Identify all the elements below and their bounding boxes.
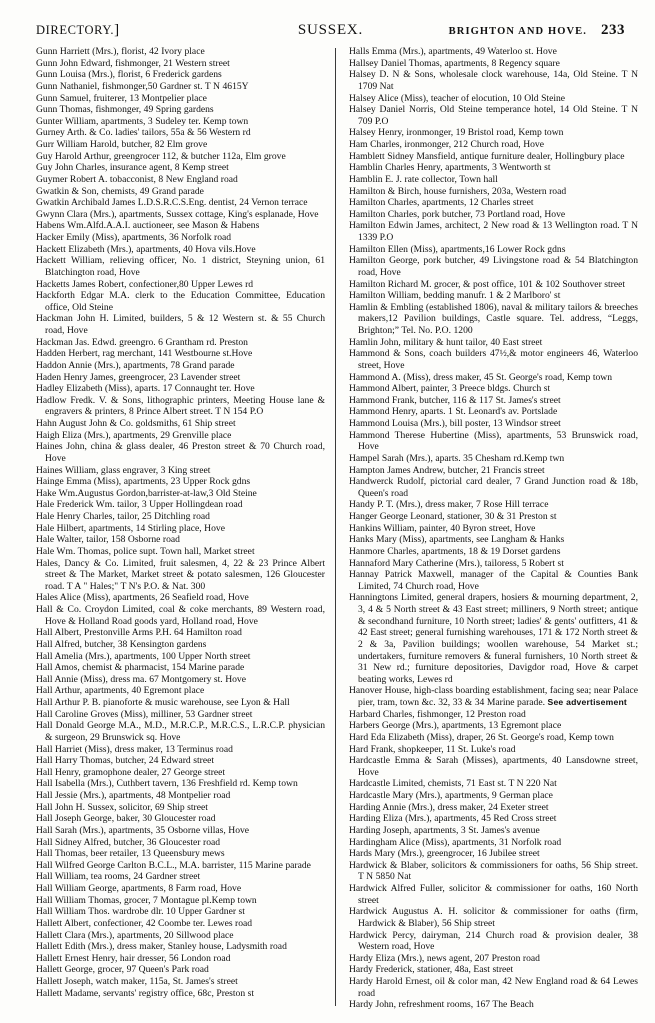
directory-entry: Hadden Herbert, rag merchant, 141 Westbourne st.Hove xyxy=(36,348,253,360)
directory-entry: Guymer Robert A. tobacconist, 8 New England road xyxy=(36,173,238,185)
directory-entry: Gunn Louisa (Mrs.), florist, 6 Frederick gardens xyxy=(36,69,222,81)
directory-entry: Hackforth Edgar M.A. clerk to the Education Committee, Education office, Old Steine xyxy=(36,290,325,313)
directory-entry: Halsey D. N & Sons, wholesale clock warehouse, 14a, Old Steine. T N 1709 Nat xyxy=(349,69,638,92)
column-divider xyxy=(335,48,336,1006)
directory-entry: Hall Joseph George, baker, 30 Gloucester road xyxy=(36,813,216,825)
directory-entry: Hadlow Fredk. V. & Sons, lithographic printers, Meeting House lane & engravers & printers, 8 Prince Albert street. T N 154 P.O xyxy=(36,394,325,418)
directory-entry: Hackett Elizabeth (Mrs.), apartments, 40 Hova vils.Hove xyxy=(36,243,256,255)
directory-entry: Hardwick & Blaber, solicitors & commissioners for oaths, 56 Ship street. T N 5850 Nat xyxy=(349,859,638,883)
directory-entry: Handwerck Rudolf, pictorial card dealer, 7 Grand Junction road & 18b, Queen's road xyxy=(349,476,638,499)
directory-entry: Hamlin John, military & hunt tailor, 40 East street xyxy=(349,336,543,348)
directory-entry: Hallett Joseph, watch maker, 115a, St. James's street xyxy=(36,976,238,987)
directory-entry: Hales, Dancy & Co. Limited, fruit salesmen, 4, 22 & 23 Prince Albert street & The Market, Market street & potato salesmen, 126 Gloucester road. T A " Hales;" T N's P.O. & Nat. 300 xyxy=(36,557,325,592)
directory-entry: Harding Joseph, apartments, 3 St. James's avenue xyxy=(349,824,540,836)
left-column xyxy=(36,46,335,1015)
see-advertisement-note: See advertisement xyxy=(547,697,627,707)
directory-entry: Hall Caroline Groves (Miss), milliner, 53 Gardner street xyxy=(36,708,253,720)
directory-entry: Haden Henry James, greengrocer, 23 Lavender street xyxy=(36,371,241,383)
bracket-glyph: ] xyxy=(114,22,120,38)
directory-entry xyxy=(349,685,638,708)
directory-entry: Halsey Daniel Norris, Old Steine temperance hotel, 14 Old Steine. T N 709 P.O xyxy=(349,104,638,127)
directory-entry: Halsey Alice (Miss), teacher of elocution, 10 Old Steine xyxy=(349,92,566,104)
directory-entry: Hall William George, apartments, 8 Farm road, Hove xyxy=(36,883,242,894)
directory-entry: Hard Eda Elizabeth (Miss), draper, 26 St. George's road, Kemp town xyxy=(349,731,614,743)
directory-entry: Harbard Charles, fishmonger, 12 Preston road xyxy=(349,708,526,720)
directory-entry: Hahn August John & Co. goldsmiths, 61 Ship street xyxy=(36,418,236,429)
directory-entry: Haines John, china & glass dealer, 46 Preston street & 70 Church road, Hove xyxy=(36,441,325,464)
directory-entry: Hall Alfred, butcher, 38 Kensington gardens xyxy=(36,638,207,650)
directory-entry: Guy John Charles, insurance agent, 8 Kemp street xyxy=(36,162,229,174)
directory-entry: Hale Walter, tailor, 158 Osborne road xyxy=(36,534,180,546)
directory-entry: Hadley Elizabeth (Miss), aparts. 17 Connaught ter. Hove xyxy=(36,383,255,395)
directory-entry: Hammond Therese Hubertine (Miss), apartments, 53 Brunswick road, Hove xyxy=(349,429,638,453)
running-head xyxy=(36,22,625,42)
directory-entry: Hamilton Ellen (Miss), apartments,16 Lower Rock gdns xyxy=(349,243,566,255)
directory-entry: Hackman Jas. Edwd. greengro. 6 Grantham rd. Preston xyxy=(36,336,248,348)
directory-entry: Hardwick Percy, dairyman, 214 Church road & provision dealer, 38 Western road, Hove xyxy=(349,929,638,953)
directory-entry: Hardy Harold Ernest, oil & color man, 42 New England road & 64 Lewes road xyxy=(349,976,638,999)
directory-entry: Gwynn Clara (Mrs.), apartments, Sussex cottage, King's esplanade, Hove xyxy=(36,208,319,220)
directory-entry: Gunn John Edward, fishmonger, 21 Western street xyxy=(36,57,230,69)
directory-entry: Harbers George (Mrs.), apartments, 13 Egremont place xyxy=(349,720,562,732)
directory-entry: Hamilton George, pork butcher, 49 Livingstone road & 54 Blatchington road, Hove xyxy=(349,255,638,278)
directory-entry: Hall Isabella (Mrs.), Cuthbert tavern, 136 Freshfield rd. Kemp town xyxy=(36,778,298,790)
directory-entry: Ham Charles, ironmonger, 212 Church road, Hove xyxy=(349,139,544,150)
directory-entry: Haigh Eliza (Mrs.), apartments, 29 Grenville place xyxy=(36,429,232,441)
directory-entry: Hardingham Alice (Miss), apartments, 31 Norfolk road xyxy=(349,836,562,848)
directory-entry: Hardy Eliza (Mrs.), news agent, 207 Preston road xyxy=(349,952,540,964)
directory-entry: Hale Frederick Wm. tailor, 3 Upper Hollingdean road xyxy=(36,499,243,511)
directory-entry: Hardy Frederick, stationer, 48a, East street xyxy=(349,964,514,976)
directory-entry: Harding Eliza (Mrs.), apartments, 45 Red Cross street xyxy=(349,813,557,825)
directory-entry: Hards Mary (Mrs.), greengrocer, 16 Jubilee street xyxy=(349,848,540,860)
directory-entry: Hallett Madame, servants' registry office, 68c, Preston st xyxy=(36,987,255,999)
entry-text: Hanover House, high-class boarding establishment, facing sea; near Palace pier, tram, town &c. 32, 33 & 34 Marine parade. xyxy=(349,685,638,708)
page-number: 233 xyxy=(601,22,625,38)
directory-entry: Guy Harold Arthur, greengrocer 112, & butcher 112a, Elm grove xyxy=(36,150,286,162)
running-head-county: SUSSEX. xyxy=(297,22,364,38)
directory-entry: Gwatkin Archibald James L.D.S.R.C.S.Eng. dentist, 24 Vernon terrace xyxy=(36,197,308,209)
directory-entry: Hamilton William, bedding manufr. 1 & 2 Marlboro' st xyxy=(349,290,561,302)
directory-entry: Hammond Frank, butcher, 116 & 117 St. James's street xyxy=(349,394,561,406)
directory-entry: Hall Albert, Prestonville Arms P.H. 64 Hamilton road xyxy=(36,627,242,639)
directory-entry: Hall Arthur, apartments, 40 Egremont place xyxy=(36,685,205,697)
directory-entry: Hacker Emily (Miss), apartments, 36 Norfolk road xyxy=(36,232,232,243)
directory-entry: Halsey Henry, ironmonger, 19 Bristol road, Kemp town xyxy=(349,127,564,139)
directory-entry: Gunn Harriett (Mrs.), florist, 42 Ivory place xyxy=(36,46,205,57)
directory-entry: Hamilton Edwin James, architect, 2 New road & 13 Wellington road. T N 1339 P.O xyxy=(349,220,638,243)
directory-entry: Hallett George, grocer, 97 Queen's Park road xyxy=(36,964,209,976)
directory-entry: Hammond A. (Miss), dress maker, 45 St. George's road, Kemp town xyxy=(349,371,613,383)
directory-entry: Hardcastle Mary (Mrs.), apartments, 9 German place xyxy=(349,790,553,801)
directory-entry: Gurr William Harold, butcher, 82 Elm grove xyxy=(36,139,208,150)
directory-entry: Gunn Samuel, fruiterer, 13 Montpelier place xyxy=(36,92,207,104)
directory-entry: Hardwick Alfred Fuller, solicitor & commissioner for oaths, 160 North street xyxy=(349,883,638,906)
directory-entry: Hall Wilfred George Carlton B.C.L., M.A. barrister, 115 Marine parade xyxy=(36,859,311,871)
directory-entry: Hall Donald George M.A., M.D., M.R.C.P., M.R.C.S., L.R.C.P. physician & surgeon, 29 Brunswick sq. Hove xyxy=(36,720,325,743)
directory-entry: Hale Hilbert, apartments, 14 Stirling place, Hove xyxy=(36,522,225,534)
directory-entry: Hales Alice (Miss), apartments, 26 Seafield road, Hove xyxy=(36,592,249,604)
directory-entry: Hall Amos, chemist & pharmacist, 154 Marine parade xyxy=(36,662,245,674)
directory-entry: Hall Harry Thomas, butcher, 24 Edward street xyxy=(36,755,214,767)
directory-entry: Halls Emma (Mrs.), apartments, 49 Waterloo st. Hove xyxy=(349,46,557,57)
directory-entry: Hale Wm. Thomas, police supt. Town hall, Market street xyxy=(36,545,255,557)
directory-entry: Hall Sidney Alfred, butcher, 36 Gloucester road xyxy=(36,836,221,848)
directory-entry: Hall William Thos. wardrobe dlr. 10 Upper Gardner st xyxy=(36,906,245,918)
directory-entry: Hallett Ernest Henry, hair dresser, 56 London road xyxy=(36,952,231,964)
running-head-place: BRIGHTON AND HOVE. xyxy=(448,26,587,37)
directory-entry: Hanningtons Limited, general drapers, hosiers & mourning department, 2, 3, 4 & 5 North street & 43 East street; milliners, 9 North street; antique & secondhand furniture, 10 North street; ladies' & gents' outfitters, 41 & 42 East street; general furnishing warehouses, 171 & 172 North street & 2 & 3a, Pavilion buildings; woollen warehouse, 54 Market st.; undertakers, furniture removers & funeral furnishers, 10 North street & 31 New rd.; furniture depositories, Davigdor road, Hove & carpet beating works, Lewes rd xyxy=(349,592,638,685)
directory-entry: Hall Henry, gramophone dealer, 27 George street xyxy=(36,766,226,778)
directory-entry: Hanmore Charles, apartments, 18 & 19 Dorset gardens xyxy=(349,545,561,557)
directory-entry: Hardcastle Emma & Sarah (Misses), apartments, 40 Lansdowne street, Hove xyxy=(349,755,638,778)
directory-entry: Hannaford Mary Catherine (Mrs.), tailoress, 5 Robert st xyxy=(349,557,564,569)
directory-entry: Hamblett Sidney Mansfield, antique furniture dealer, Hollingbury place xyxy=(349,150,625,162)
directory-entry: Hammond Albert, painter, 3 Preece bldgs. Church st xyxy=(349,383,551,395)
directory-entry: Hampton James Andrew, butcher, 21 Francis street xyxy=(349,464,545,476)
directory-entry: Hanger George Leonard, stationer, 30 & 31 Preston st xyxy=(349,511,557,522)
directory-entry: Hainge Emma (Miss), apartments, 23 Upper Rock gdns xyxy=(36,476,251,488)
directory-entry: Hanks Mary (Miss), apartments, see Langham & Hanks xyxy=(349,534,565,546)
directory-entry: Haddon Annie (Mrs.), apartments, 78 Grand parade xyxy=(36,359,235,371)
directory-entry: Hankins William, painter, 40 Byron street, Hove xyxy=(349,522,536,534)
directory-entry: Hall William, tea rooms, 24 Gardner street xyxy=(36,871,201,883)
directory-entry: Hallett Edith (Mrs.), dress maker, Stanley house, Ladysmith road xyxy=(36,941,287,953)
directory-entry: Hamblin E. J. rate collector, Town hall xyxy=(349,173,498,185)
directory-entry: Hall Thomas, beer retailer, 13 Queensbury mews xyxy=(36,848,225,860)
directory-entry: Hamblin Charles Henry, apartments, 3 Wentworth st xyxy=(349,162,551,174)
directory-entry: Hackett William, relieving officer, No. 1 district, Steyning union, 61 Blatchington road, Hove xyxy=(36,255,325,278)
directory-entry: Haines William, glass engraver, 3 King street xyxy=(36,464,211,476)
directory-entry: Hall Sarah (Mrs.), apartments, 35 Osborne villas, Hove xyxy=(36,824,250,836)
directory-entry: Hall William Thomas, grocer, 7 Montague pl.Kemp town xyxy=(36,894,257,906)
directory-entry: Hallsey Daniel Thomas, apartments, 8 Regency square xyxy=(349,57,560,69)
directory-entry: Hacketts James Robert, confectioner,80 Upper Lewes rd xyxy=(36,278,254,290)
directory-entry: Hamlin & Embling (established 1806), naval & military tailors & breeches makers,12 Pavilion buildings, Castle square. Tel. address, “Leggs, Brighton;” Tel. No. P.O. 1200 xyxy=(349,301,638,336)
directory-entry: Habens Wm.Alfd.A.A.I. auctioneer, see Mason & Habens xyxy=(36,220,260,232)
directory-entry: Gunter William, apartments, 3 Sudeley ter. Kemp town xyxy=(36,115,249,127)
column-container xyxy=(36,46,638,1015)
directory-entry: Hackman John H. Limited, builders, 5 & 12 Western st. & 55 Church road, Hove xyxy=(36,313,325,336)
directory-entry: Hallett Clara (Mrs.), apartments, 20 Sillwood place xyxy=(36,929,234,941)
directory-entry: Gunn Nathaniel, fishmonger,50 Gardner st. T N 4615Y xyxy=(36,80,249,92)
directory-entry: Hamilton Charles, pork butcher, 73 Portland road, Hove xyxy=(349,208,566,220)
directory-entry: Hammond Henry, aparts. 1 St. Leonard's av. Portslade xyxy=(349,406,558,418)
directory-entry: Gunn Thomas, fishmonger, 49 Spring gardens xyxy=(36,104,214,116)
directory-entry: Harding Annie (Mrs.), dress maker, 24 Exeter street xyxy=(349,801,549,813)
directory-entry: Hammond Louisa (Mrs.), bill poster, 13 Windsor street xyxy=(349,418,561,429)
directory-entry: Hamilton Richard M. grocer, & post office, 101 & 102 Southover street xyxy=(349,278,626,290)
directory-entry: Hall Jessie (Mrs.), apartments, 48 Montpelier road xyxy=(36,790,231,801)
directory-entry: Hardcastle Limited, chemists, 71 East st. T N 220 Nat xyxy=(349,778,557,790)
directory-entry: Gwatkin & Son, chemists, 49 Grand parade xyxy=(36,185,204,197)
directory-entry: Hamilton Charles, apartments, 12 Charles street xyxy=(349,197,534,209)
directory-entry: Hammond & Sons, coach builders 47½,& motor engineers 46, Waterloo street, Hove xyxy=(349,348,638,371)
directory-entry: Hardwick Augustus A. H. solicitor & commissioner for oaths (firm, Hardwick & Blaber), 56 Ship street xyxy=(349,906,638,929)
directory-entry: Hard Frank, shopkeeper, 11 St. Luke's road xyxy=(349,743,516,755)
right-column xyxy=(343,46,638,1015)
directory-entry: Hampel Sarah (Mrs.), aparts. 35 Chesham rd.Kemp twn xyxy=(349,452,565,464)
directory-label: DIRECTORY. xyxy=(36,23,115,37)
directory-entry: Hall Harriet (Miss), dress maker, 13 Terminus road xyxy=(36,743,233,755)
directory-entry: Handy P. T. (Mrs.), dress maker, 7 Rose Hill terrace xyxy=(349,499,549,511)
directory-entry: Hallett Albert, confectioner, 42 Coombe ter. Lewes road xyxy=(36,917,253,929)
directory-entry: Hannay Patrick Maxwell, manager of the Capital & Counties Bank Limited, 74 Church road, Hove xyxy=(349,569,638,592)
directory-entry: Hall Arthur P. B. pianoforte & music warehouse, see Lyon & Hall xyxy=(36,697,290,708)
directory-entry: Hale Henry Charles, tailor, 25 Ditchling road xyxy=(36,511,210,522)
directory-entry: Hardy John, refreshment rooms, 167 The Beach xyxy=(349,999,534,1011)
directory-entry: Hake Wm.Augustus Gordon,barrister-at-law,3 Old Steine xyxy=(36,487,257,499)
directory-entry: Gurney Arth. & Co. ladies' tailors, 55a & 56 Western rd xyxy=(36,127,251,139)
directory-entry: Hall & Co. Croydon Limited, coal & coke merchants, 89 Western road, Hove & Holland Road goods yard, Holland road, Hove xyxy=(36,604,325,627)
directory-entry: Hall Annie (Miss), dress ma. 67 Montgomery st. Hove xyxy=(36,673,246,685)
directory-entry: Hall John H. Sussex, solicitor, 69 Ship street xyxy=(36,801,208,813)
directory-entry: Hamilton & Birch, house furnishers, 203a, Western road xyxy=(349,185,567,197)
directory-entry: Hall Amelia (Mrs.), apartments, 100 Upper North street xyxy=(36,650,251,662)
